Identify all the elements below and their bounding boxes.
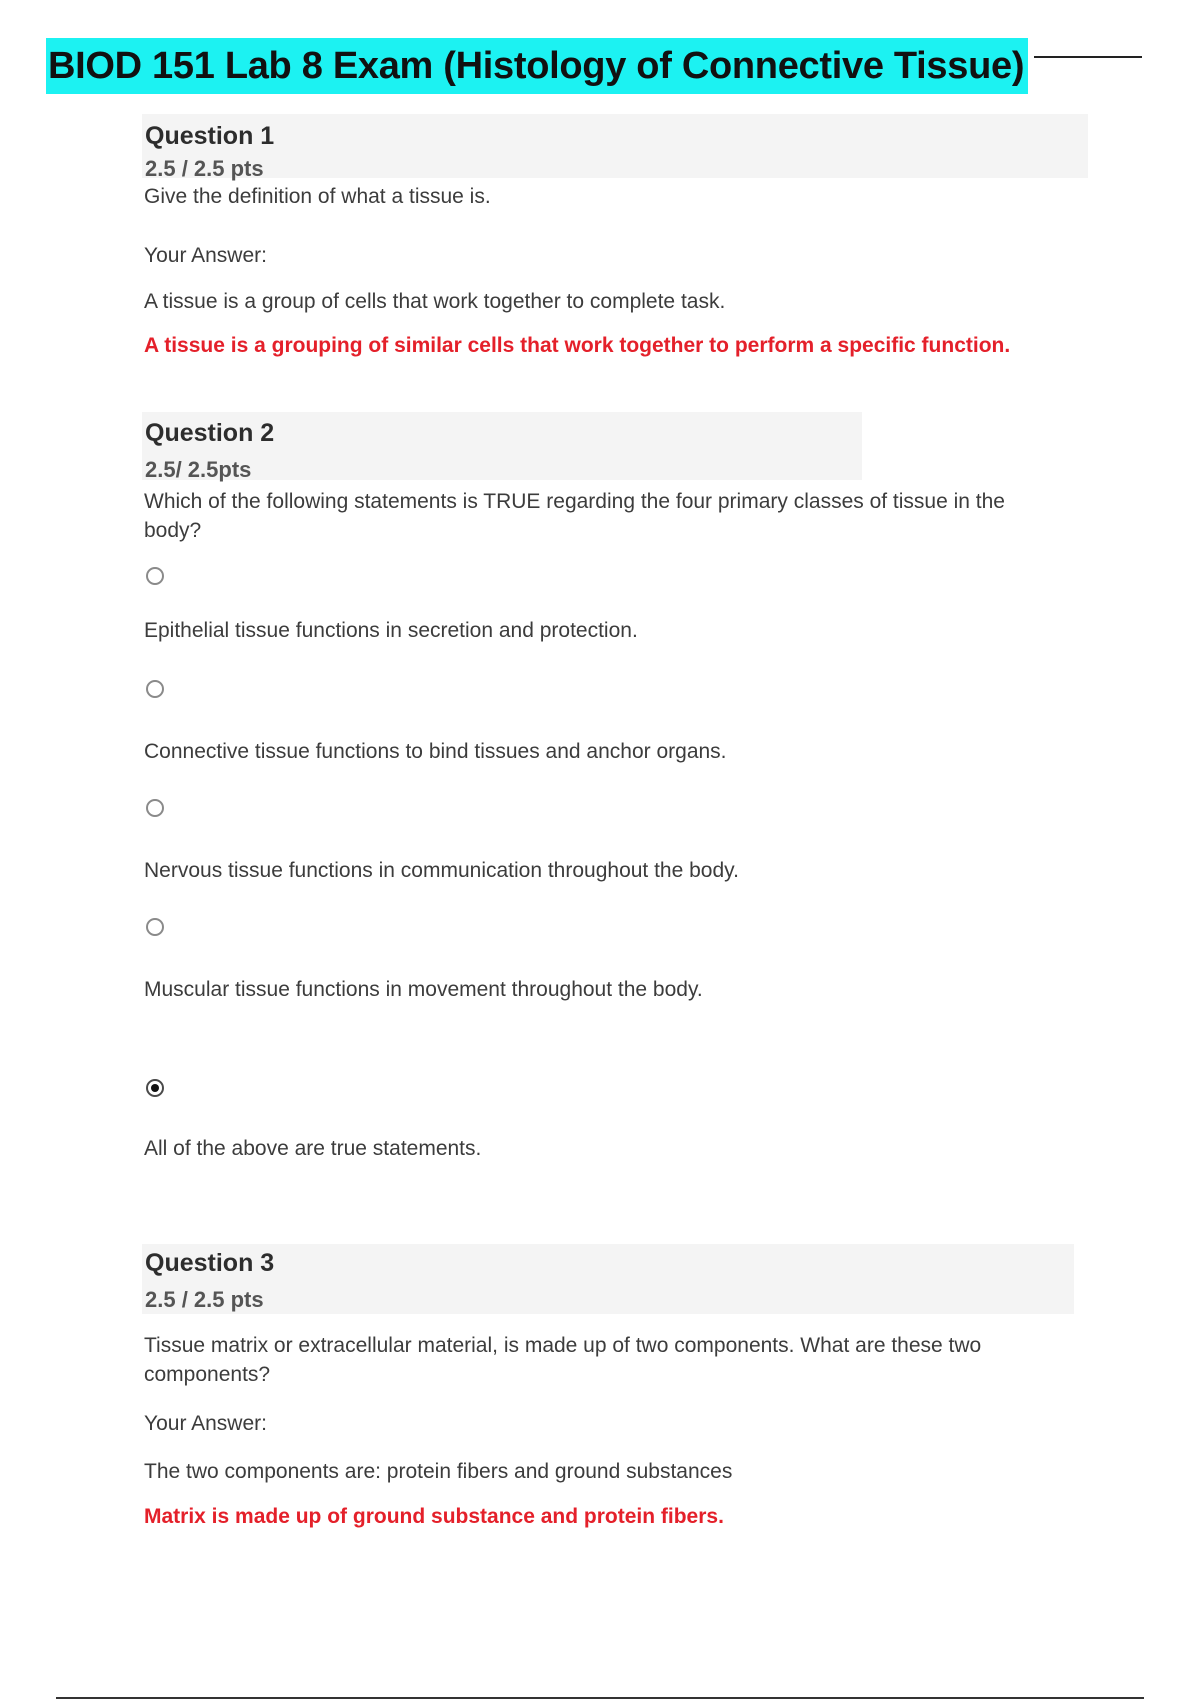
question-1-correct-answer: A tissue is a grouping of similar cells that work together to perform a specific function. — [144, 334, 1011, 357]
question-1-title: Question 1 — [145, 122, 275, 150]
option-1-label[interactable]: Epithelial tissue functions in secretion and protection. — [144, 619, 638, 642]
question-2-title: Question 2 — [145, 419, 275, 447]
question-3-answer-label: Your Answer: — [144, 1412, 267, 1435]
option-4-radio[interactable] — [146, 918, 164, 936]
question-1-header — [142, 114, 1088, 178]
question-1-prompt: Give the definition of what a tissue is. — [144, 185, 491, 208]
title-rule — [1034, 56, 1142, 58]
question-3-prompt: Tissue matrix or extracellular material, is made up of two components. What are these two components? — [144, 1334, 982, 1386]
question-3-header — [142, 1244, 1074, 1314]
question-3-title: Question 3 — [145, 1249, 275, 1277]
question-1-answer: A tissue is a group of cells that work together to complete task. — [144, 290, 726, 313]
option-3-label[interactable]: Nervous tissue functions in communication throughout the body. — [144, 859, 739, 882]
option-2-radio[interactable] — [146, 680, 164, 698]
option-4-label[interactable]: Muscular tissue functions in movement throughout the body. — [144, 978, 703, 1001]
document-title: BIOD 151 Lab 8 Exam (Histology of Connective Tissue) — [46, 38, 1028, 94]
question-2-points: 2.5/ 2.5pts — [145, 457, 252, 482]
option-5-label[interactable]: All of the above are true statements. — [144, 1137, 482, 1160]
question-1-answer-label: Your Answer: — [144, 244, 267, 267]
question-2-prompt: Which of the following statements is TRUE regarding the four primary classes of tissue in the body? — [144, 490, 1005, 542]
page-bottom-rule — [56, 1697, 1144, 1699]
option-2-label[interactable]: Connective tissue functions to bind tissues and anchor organs. — [144, 740, 727, 763]
option-3-radio[interactable] — [146, 799, 164, 817]
question-1-points: 2.5 / 2.5 pts — [145, 156, 264, 181]
option-5-radio[interactable] — [146, 1079, 164, 1097]
option-1-radio[interactable] — [146, 567, 164, 585]
question-3-correct-answer: Matrix is made up of ground substance and protein fibers. — [144, 1505, 724, 1528]
question-3-answer: The two components are: protein fibers and ground substances — [144, 1460, 733, 1483]
question-3-points: 2.5 / 2.5 pts — [145, 1287, 264, 1312]
